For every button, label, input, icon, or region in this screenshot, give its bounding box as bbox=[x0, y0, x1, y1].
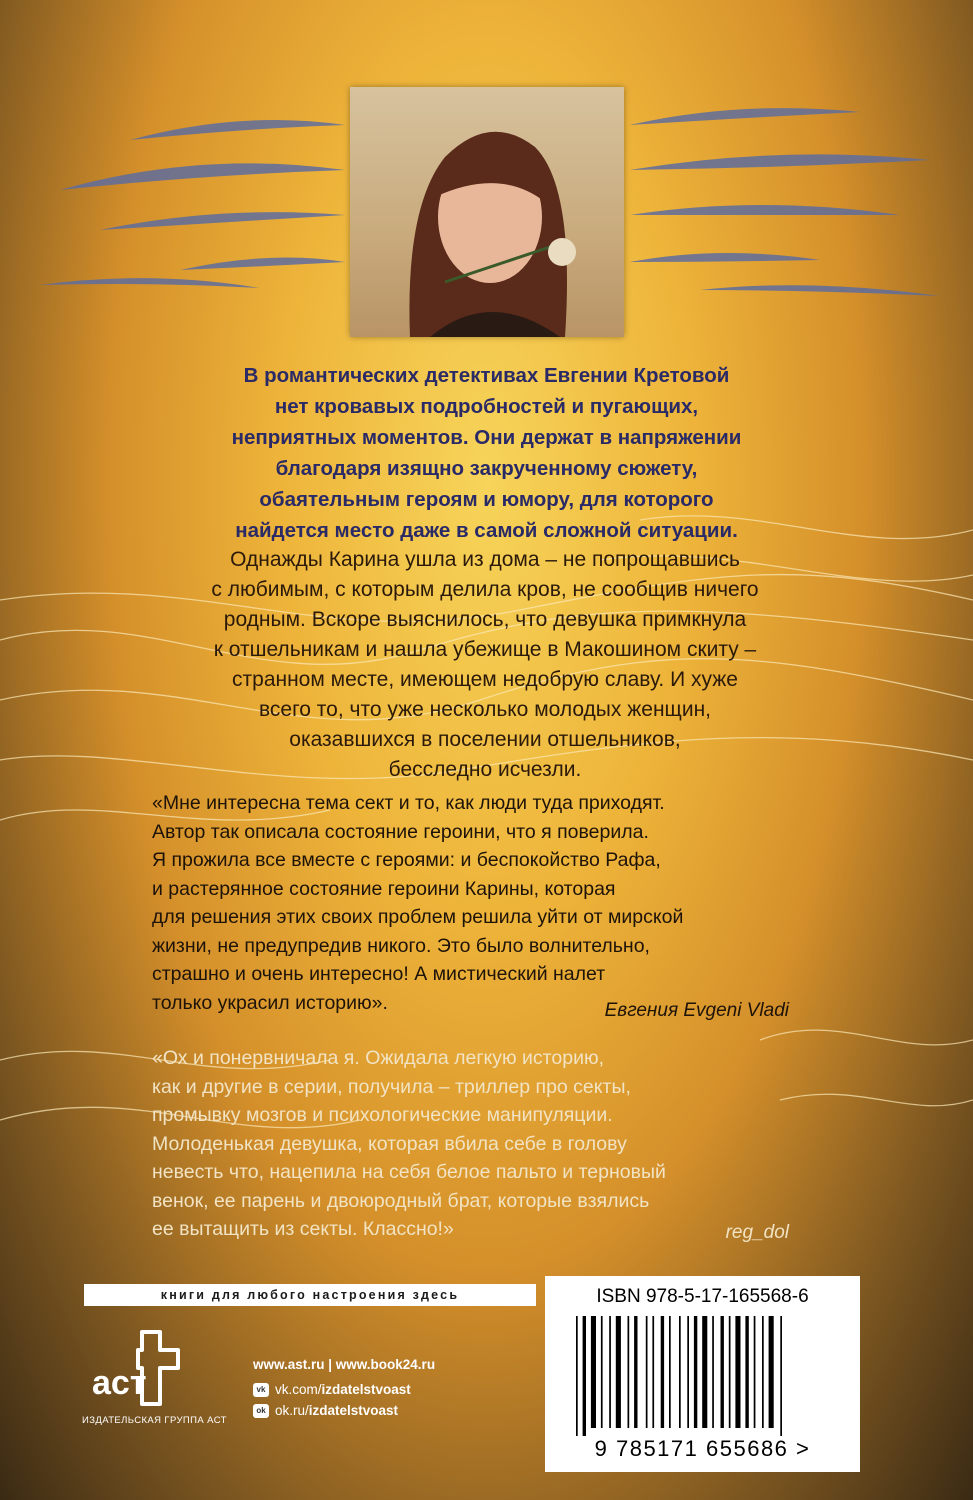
publisher-logo bbox=[90, 1328, 182, 1408]
barcode-bar bbox=[646, 1316, 648, 1428]
vk-link[interactable]: vk vk.com/ izdatelstvoast bbox=[253, 1382, 435, 1397]
barcode-bar bbox=[702, 1316, 707, 1428]
barcode-bar bbox=[661, 1316, 664, 1428]
barcode-bar bbox=[601, 1316, 603, 1428]
tagline-banner: книги для любого настроения здесь bbox=[84, 1284, 536, 1306]
website-links[interactable]: www.ast.ru | www.book24.ru bbox=[253, 1357, 436, 1372]
barcode-bar bbox=[745, 1316, 748, 1428]
barcode-bar bbox=[583, 1316, 586, 1436]
publisher-links bbox=[253, 1357, 435, 1424]
review-author-1: Евгения Evgeni Vladi bbox=[604, 1000, 789, 1021]
synopsis: Однажды Карина ушла из дома – не попрощавшись с любимым, с которым делила кров, не сообщив ничего родным. Вскоре выяснилось, что девушка примкнула к отшельникам и нашла убежище в Макошином скиту – странном месте, имеющем недобрую славу. И хуже всего то, что уже несколько молодых женщин, оказавшихся в поселении отшельников, бесследно исчезли. bbox=[211, 548, 759, 781]
logo-text: аст bbox=[92, 1364, 147, 1402]
barcode-bar bbox=[576, 1316, 578, 1436]
barcode-bar bbox=[591, 1316, 596, 1428]
author-photo bbox=[350, 87, 624, 337]
isbn-label: ISBN 978-5-17-165568-6 bbox=[596, 1286, 809, 1307]
barcode-bar bbox=[780, 1316, 782, 1436]
publisher-name: ИЗДАТЕЛЬСКАЯ ГРУППА АСТ bbox=[82, 1415, 227, 1426]
barcode-bar bbox=[669, 1316, 671, 1428]
barcode-bar bbox=[679, 1316, 681, 1428]
barcode-bar bbox=[735, 1316, 740, 1428]
barcode-bar bbox=[652, 1316, 654, 1428]
barcode-bar bbox=[628, 1316, 630, 1428]
barcode-bar bbox=[729, 1316, 731, 1428]
vk-icon: vk bbox=[253, 1383, 269, 1397]
barcode-bar bbox=[769, 1316, 774, 1428]
barcode-bar bbox=[609, 1316, 611, 1428]
barcode-box bbox=[545, 1276, 860, 1472]
barcode-bar bbox=[634, 1316, 637, 1428]
review-quote-2: «Ох и понервничала я. Ожидала легкую историю, как и другие в серии, получила – триллер про секты, промывку мозгов и психологические манипуляции. Молоденькая девушка, которая вбила себе в голову невесть что, нацепила на себя белое пальто и терновый венок, ее парень и двоюродный брат, которые взялись ее вытащить из секты. Классно!» bbox=[152, 1047, 666, 1240]
barcode-bar bbox=[721, 1316, 724, 1428]
barcode-bar bbox=[762, 1316, 764, 1428]
barcode-bar bbox=[754, 1316, 756, 1428]
barcode-bar bbox=[616, 1316, 621, 1428]
review-quote-1: «Мне интересна тема сект и то, как люди туда приходят. Автор так описала состояние героини, что я поверила. Я прожила все вместе с героями: и беспокойство Рафа, и растерянное состояние героини Карины, которая для решения этих своих проблем решила уйти от мирской жизни, не предупредив никого. Это было волнительно, страшно и очень интересно! А мистический налет только украсил историю». bbox=[152, 792, 684, 1014]
barcode-bar bbox=[694, 1316, 697, 1428]
intro-blurb: В романтических детективах Евгении Кретовой нет кровавых подробностей и пугающих, неприятных моментов. Они держат в напряжении благодаря изящно закрученному сюжету, обаятельным героям и юмору, для которого найдется место даже в самой сложной ситуации. bbox=[231, 364, 742, 542]
ok-link[interactable]: ok ok.ru/ izdatelstvoast bbox=[253, 1403, 435, 1418]
barcode bbox=[572, 1316, 837, 1436]
ok-icon: ok bbox=[253, 1404, 269, 1418]
review-author-2: reg_dol bbox=[725, 1222, 789, 1243]
barcode-bar bbox=[712, 1316, 714, 1428]
barcode-digits: 9 785171 655686 > bbox=[594, 1436, 811, 1461]
barcode-bar bbox=[687, 1316, 689, 1428]
